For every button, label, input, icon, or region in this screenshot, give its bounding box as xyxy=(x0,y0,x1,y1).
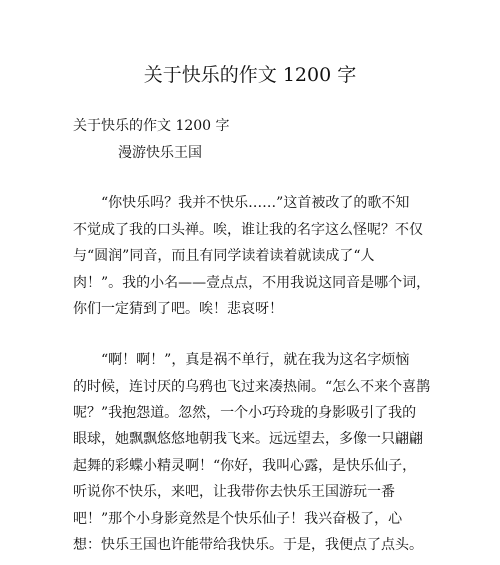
paragraph-1-line-4: 肉！”。我的小名——壹点点，不用我说这同音是哪个词， xyxy=(73,275,431,291)
document-title: 关于快乐的作文 1200 字 xyxy=(143,64,357,86)
essay-section-heading: 漫游快乐王国 xyxy=(118,145,202,161)
paragraph-1-line-1: “你快乐吗？我并不快乐……”这首被改了的歌不知 xyxy=(73,195,410,211)
paragraph-2-line-5: 起舞的彩蝶小精灵啊！“你好，我叫心露，是快乐仙子， xyxy=(73,458,417,474)
paragraph-2-line-6: 听说你不快乐，来吧，让我带你去快乐王国游玩一番 xyxy=(73,484,395,500)
paragraph-2-line-1: “啊！啊！”，真是祸不单行，就在我为这名字烦恼 xyxy=(73,352,410,368)
paragraph-1-line-5: 你们一定猜到了吧。唉！悲哀呀！ xyxy=(73,301,283,317)
paragraph-2-line-8: 想：快乐王国也许能带给我快乐。于是，我便点了点头。 xyxy=(73,537,423,553)
paragraph-1-line-3: 与“圆润”同音，而且有同学读着读着就读成了“人 xyxy=(73,248,375,264)
essay-subtitle: 关于快乐的作文 1200 字 xyxy=(73,118,230,134)
paragraph-2-line-2: 的时候，连讨厌的乌鸦也飞过来凑热闹。“怎么不来个喜鹊 xyxy=(73,379,431,395)
paragraph-2-line-4: 眼球，她飘飘悠悠地朝我飞来。远远望去，多像一只翩翩 xyxy=(73,431,423,447)
paragraph-2-line-3: 呢？”我抱怨道。忽然，一个小巧玲珑的身影吸引了我的 xyxy=(73,405,417,421)
paragraph-1-line-2: 不觉成了我的口头禅。唉，谁让我的名字这么怪呢？不仅 xyxy=(73,222,423,238)
paragraph-2-line-7: 吧！”那个小身影竟然是个快乐仙子！我兴奋极了，心 xyxy=(73,511,403,527)
